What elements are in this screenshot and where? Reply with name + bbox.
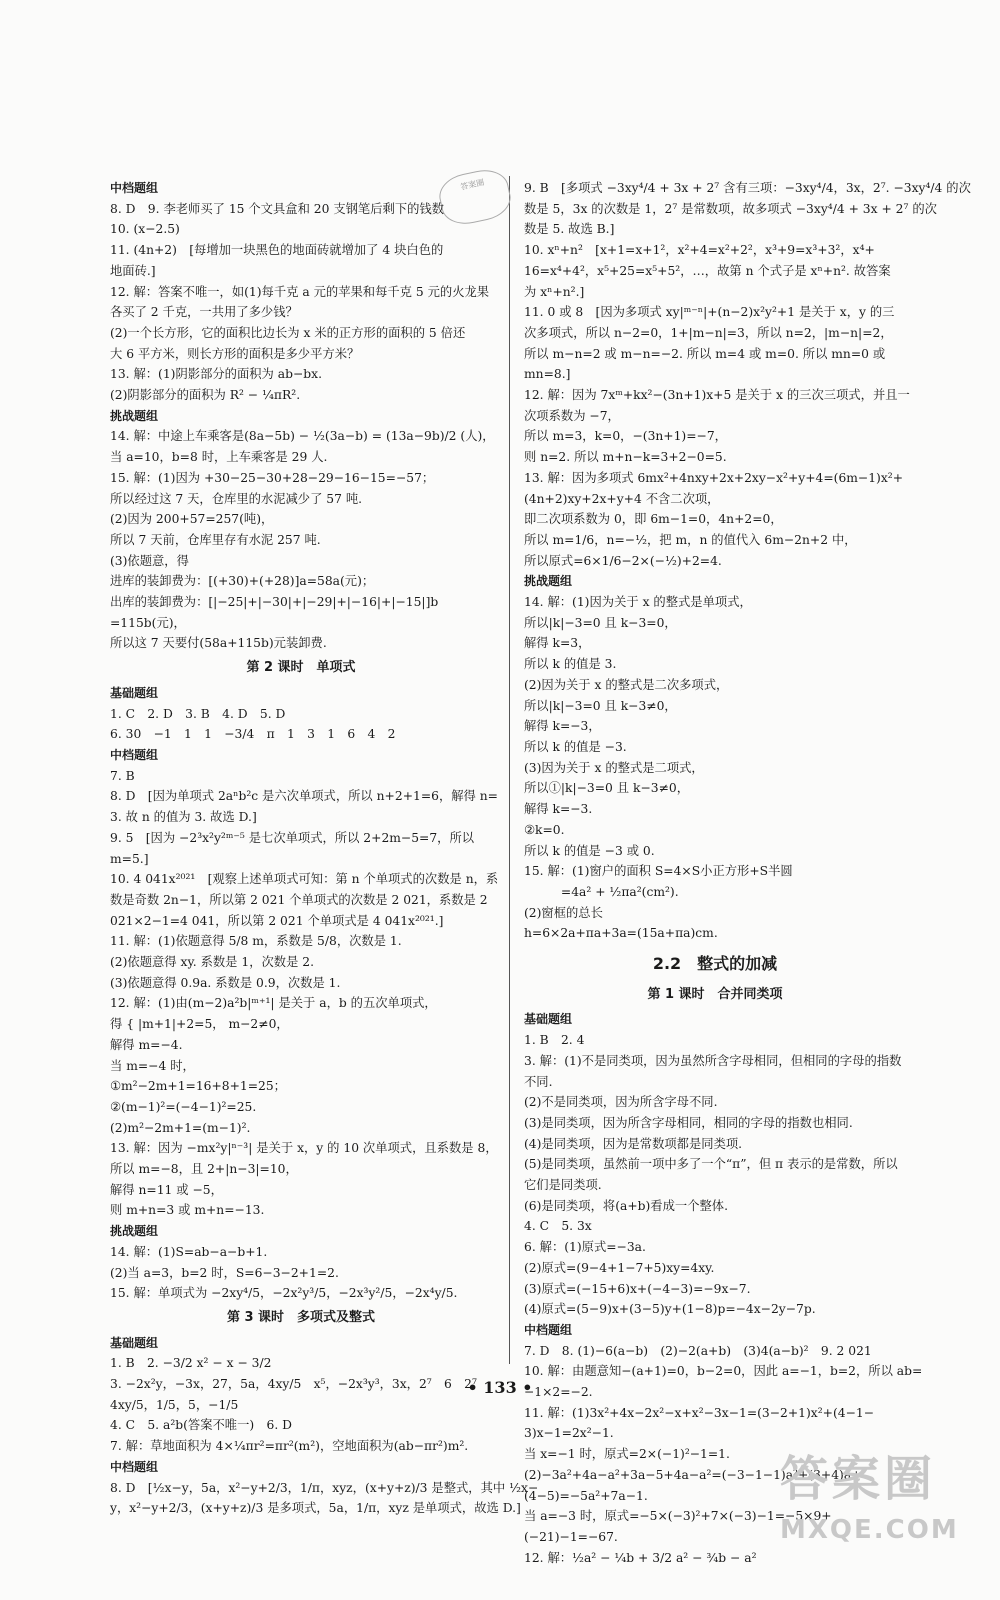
answer-line: 1. B 2. 4 [524, 1033, 585, 1048]
lesson-title: 第 2 课时 单项式 [246, 660, 356, 676]
answer-line: 1. B 2. −3/2 x² − x − 3/2 [110, 1356, 272, 1371]
answer-line: (2)因为 200+57=257(吨)， [110, 512, 274, 527]
lesson-title: 第 1 课时 合并同类项 [647, 986, 783, 1002]
answer-line: 11. 解：(1)3x²+4x−2x²−x+x²−3x−1=(3−2+1)x²+(4−1− [524, 1405, 875, 1420]
answer-line: −1×2=−2. [524, 1385, 593, 1400]
answer-line: 14. 解：中途上车乘客是(8a−5b) − ½(3a−b) = (13a−9b)/2 (人)， [110, 429, 495, 444]
answer-line: 所以 k 的值是 −3. [524, 739, 627, 754]
answer-line: 16=x⁴+4²，x⁵+25=x⁵+5²，…，故第 n 个式子是 xⁿ+n². 故答案 [524, 263, 891, 278]
answer-line: 得 { |m+1|+2=5， m−2≠0， [110, 1017, 289, 1032]
answer-line: ②(m−1)²=(−4−1)²=25. [110, 1099, 257, 1114]
answer-line: (3)依题意得 0.9a. 系数是 0.9，次数是 1. [110, 975, 341, 990]
section-heading: 中档题组 [110, 1459, 159, 1474]
answer-line: (2)因为关于 x 的整式是二次多项式， [524, 677, 729, 692]
answer-line: 13. 解：(1)阴影部分的面积为 ab−bx. [110, 367, 322, 382]
answer-line: (2)窗框的总长 [524, 905, 603, 920]
answer-line: (5)是同类项，虽然前一项中多了一个“π”，但 π 表示的是常数，所以 [524, 1157, 898, 1172]
answer-line: =4a² + ½πa²(cm²). [524, 884, 679, 899]
section-heading: 中档题组 [110, 747, 159, 762]
answer-line: 所以 m=1/6，n=−½，把 m，n 的值代入 6m−2n+2 中， [524, 532, 857, 547]
answer-line: 13. 解：因为 −mx²y|ⁿ⁻³| 是关于 x，y 的 10 次单项式，且系数是 8， [110, 1141, 498, 1156]
answer-line: 7. B [110, 768, 135, 783]
answer-line: 3. −2x²y，−3x，27，5a，4xy/5 x⁵，−2x³y³，3x，2⁷ 6 2⁷ [110, 1377, 477, 1392]
answer-line: 次项系数为 −7， [524, 408, 620, 423]
answer-line: (−21)−1=−67. [524, 1530, 618, 1544]
answer-line: 15. 解：单项式为 −2xy⁴/5，−2x²y³/5，−2x³y²/5，−2x⁴y/5. [110, 1286, 458, 1301]
answer-line: (2)当 a=3，b=2 时，S=6−3−2+1=2. [110, 1265, 339, 1280]
answer-line: 则 n=2. 所以 m+n−k=3+2−0=5. [524, 450, 727, 465]
right-column [524, 178, 971, 1568]
answer-line: (2)依题意得 xy. 系数是 1，次数是 2. [110, 955, 315, 970]
answer-line: 当 a=−3 时，原式=−5×(−3)²+7×(−3)−1=−5×9+ [524, 1509, 832, 1524]
answer-line: 为 xⁿ+n².] [524, 284, 585, 299]
answer-line: 10. xⁿ+n² [x+1=x+1²，x²+4=x²+2²，x³+9=x³+3²，x⁴+ [524, 243, 875, 258]
answer-line: 11. (4n+2) [每增加一块黑色的地面砖就增加了 4 块白色的 [110, 243, 444, 258]
lesson-title: 2.2 整式的加减 [652, 954, 778, 974]
answer-line: 11. 解：(1)依题意得 5/8 m，系数是 5/8，次数是 1. [110, 934, 402, 949]
section-heading: 中档题组 [524, 1322, 573, 1337]
answer-line: 进库的装卸费为：[(+30)+(+28)]a=58a(元)； [110, 574, 375, 589]
answer-line: (3)因为关于 x 的整式是二项式， [524, 760, 704, 775]
answer-line: 6. 解：(1)原式=−3a. [524, 1240, 646, 1255]
answer-line: 12. 解：答案不唯一，如(1)每千克 a 元的苹果和每千克 5 元的火龙果 [110, 284, 490, 299]
answer-line: 数是 5，3x 的次数是 1，2⁷ 是常数项，故多项式 −3xy⁴/4 + 3x + 2⁷ 的次 [524, 201, 937, 216]
answer-line: 所以|k|−3=0 且 k−3=0， [524, 615, 677, 630]
answer-line: 1. C 2. D 3. B 4. D 5. D [110, 706, 286, 721]
answer-line: 15. 解：(1)窗户的面积 S=4×S小正方形+S半圆 [524, 864, 793, 879]
answer-line: 即二次项系数为 0，即 6m−1=0，4n+2=0， [524, 512, 783, 527]
answer-line: 则 m+n=3 或 m+n=−13. [110, 1203, 265, 1218]
answer-line: (4n+2)xy+2x+y+4 不含二次项， [524, 491, 720, 506]
answer-line: 解得 k=−3， [524, 719, 601, 734]
page-number: • 133 • [467, 1378, 533, 1397]
answer-line: (6)是同类项，将(a+b)看成一个整体. [524, 1198, 728, 1213]
answer-line: 4xy/5，1/5，5，−1/5 [110, 1397, 239, 1412]
answer-line: 大 6 平方米，则长方形的面积是多少平方米？ [110, 346, 360, 361]
answer-line: 所以 m−n=2 或 m−n=−2. 所以 m=4 或 m=0. 所以 mn=0 或 [524, 346, 886, 361]
answer-line: 次多项式，所以 n−2=0，1+|m−n|=3，所以 n=2，|m−n|=2， [524, 325, 893, 340]
answer-line: 11. 0 或 8 [因为多项式 xy|ᵐ⁻ⁿ|+(n−2)x²y²+1 是关于 x，y 的三 [524, 305, 895, 320]
answer-line: 解得 n=11 或 −5， [110, 1182, 223, 1197]
answer-line: 10. 解：由题意知−(a+1)=0，b−2=0，因此 a=−1，b=2，所以 ab= [524, 1364, 923, 1379]
answer-line: 10. (x−2.5) [110, 222, 180, 237]
answer-line: 6. 30 −1 1 1 −3/4 π 1 3 1 6 4 2 [110, 727, 396, 742]
section-heading: 基础题组 [524, 1012, 573, 1027]
answer-line: (2)不是同类项，因为所含字母不同. [524, 1095, 718, 1110]
answer-line: 当 x=−1 时，原式=2×(−1)²−1=1. [524, 1447, 730, 1462]
answer-line: 出库的装卸费为：[|−25|+|−30|+|−29|+|−16|+|−15|]b [110, 595, 439, 610]
answer-line: 021×2−1=4 041，所以第 2 021 个单项式是 4 041x²⁰²¹.] [110, 913, 444, 928]
answer-line: 它们是同类项. [524, 1178, 602, 1193]
answer-line: m=5.] [110, 851, 149, 866]
answer-line: 数是 5. 故选 B.] [524, 222, 615, 237]
answer-line: 3. 解：(1)不是同类项，因为虽然所含字母相同，但相同的字母的指数 [524, 1053, 902, 1068]
answer-line: 解得 m=−4. [110, 1037, 183, 1052]
answer-line: h=6×2a+πa+3a=(15a+πa)cm. [524, 926, 718, 941]
answer-line: 所以①|k|−3=0 且 k−3≠0， [524, 781, 689, 796]
stamp-text: 答案圈 [459, 177, 486, 192]
answer-line: 当 a=10，b=8 时，上车乘客是 29 人. [110, 450, 328, 465]
answer-line: (3)是同类项，因为所含字母相同，相同的字母的指数也相同. [524, 1115, 853, 1130]
answer-line: 所以经过这 7 天，仓库里的水泥减少了 57 吨. [110, 491, 363, 506]
answer-line: (4)是同类项，因为是常数项都是同类项. [524, 1136, 743, 1151]
answer-line: ②k=0. [524, 822, 565, 837]
answer-line: (2)m²−2m+1=(m−1)². [110, 1120, 251, 1135]
answer-line: 解得 k=−3. [524, 802, 593, 817]
answer-line: 所以 m=3，k=0，−(3n+1)=−7， [524, 429, 727, 444]
answer-line: (2)阴影部分的面积为 R² − ¼πR². [110, 388, 301, 403]
answer-line: (3)原式=(−15+6)x+(−4−3)=−9x−7. [524, 1281, 751, 1296]
answer-line: 所以这 7 天要付(58a+115b)元装卸费. [110, 636, 327, 651]
answer-line: 4. C 5. 3x [524, 1219, 592, 1234]
watermark-top: 答案圈 [780, 1451, 937, 1507]
answer-line: 数是奇数 2n−1，所以第 2 021 个单项式的次数是 2 021，系数是 2 [110, 892, 488, 907]
answer-line: 8. D [½x−y，5a，x²−y+2/3，1/π，xyz，(x+y+z)/3 是整式，其中 ½x− [110, 1480, 539, 1495]
answer-line: 所以|k|−3=0 且 k−3≠0， [524, 698, 677, 713]
answer-line: 8. D [因为单项式 2aⁿb²c 是六次单项式，所以 n+2+1=6，解得 n= [110, 789, 498, 804]
answer-line: mn=8.] [524, 367, 571, 382]
section-heading: 基础题组 [110, 685, 159, 700]
answer-line: (4−5)=−5a²+7a−1. [524, 1488, 648, 1503]
answer-line: (2)一个长方形，它的面积比边长为 x 米的正方形的面积的 5 倍还 [110, 325, 466, 340]
answer-line: 所以 k 的值是 3. [524, 657, 617, 672]
section-heading: 挑战题组 [110, 1224, 159, 1239]
answer-line: (3)依题意，得 [110, 553, 189, 568]
answer-line: 各买了 2 千克，一共用了多少钱？ [110, 305, 298, 320]
answer-line: 13. 解：因为多项式 6mx²+4nxy+2x+2xy−x²+y+4=(6m−1)x²+ [524, 470, 904, 485]
answer-line: =115b(元)， [110, 615, 186, 630]
lesson-title: 第 3 课时 多项式及整式 [226, 1309, 376, 1325]
answer-line: 9. B [多项式 −3xy⁴/4 + 3x + 2⁷ 含有三项：−3xy⁴/4，3x，2⁷. −3xy⁴/4 的次 [524, 181, 971, 195]
answer-line: 3. 故 n 的值为 3. 故选 D.] [110, 810, 257, 825]
answer-line: 14. 解：(1)S=ab−a−b+1. [110, 1244, 268, 1259]
section-heading: 挑战题组 [110, 408, 159, 423]
watermark-bottom: MXQE.COM [780, 1515, 959, 1545]
answer-line: 解得 k=3， [524, 636, 591, 651]
answer-line: 15. 解：(1)因为 +30−25−30+28−29−16−15=−57； [110, 470, 435, 485]
answer-line: 地面砖.] [110, 263, 156, 278]
answer-line: 9. 5 [因为 −2³x²y²ᵐ⁻⁵ 是七次单项式，所以 2+2m−5=7，所以 [110, 830, 475, 845]
answer-line: 所以 m=−8，且 2+|n−3|=10， [110, 1162, 298, 1177]
answer-line: (2)原式=(9−4+1−7+5)xy=4xy. [524, 1260, 715, 1275]
answer-line: 所以 7 天前，仓库里存有水泥 257 吨. [110, 532, 321, 547]
answer-line: (4)原式=(5−9)x+(3−5)y+(1−8)p=−4x−2y−7p. [524, 1302, 816, 1317]
section-heading: 基础题组 [110, 1335, 159, 1350]
answer-line: 所以原式=6×1/6−2×(−½)+2=4. [524, 553, 722, 568]
answer-line: (2)−3a²+4a−a²+3a−5+4a−a²=(−3−1−1)a²+(3+4)a+ [524, 1467, 862, 1482]
answer-line: 12. 解：因为 7xᵐ+kx²−(3n+1)x+5 是关于 x 的三次三项式，并且一 [524, 388, 910, 403]
answer-line: 3)x−1=2x²−1. [524, 1426, 614, 1441]
answer-line: 所以 k 的值是 −3 或 0. [524, 843, 655, 858]
answer-line: 不同. [524, 1074, 553, 1089]
section-heading: 挑战题组 [524, 574, 573, 589]
watermark-logo [780, 1440, 990, 1590]
column-divider [509, 176, 510, 1364]
answer-line: 7. 解：草地面积为 4×¼πr²=πr²(m²)，空地面积为(ab−πr²)m². [110, 1439, 469, 1454]
answer-line: ①m²−2m+1=16+8+1=25； [110, 1079, 286, 1094]
answer-line: 8. D 9. 李老师买了 15 个文具盒和 20 支钢笔后剩下的钱数 [110, 201, 445, 216]
answer-line: 12. 解：½a² − ¼b + 3/2 a² − ¾b − a² [524, 1550, 757, 1565]
answer-line: y，x²−y+2/3，(x+y+z)/3 是多项式，5a，1/π，xyz 是单项式，故选 D.] [110, 1501, 521, 1516]
answer-line: 12. 解：(1)由(m−2)a²b|ᵐ⁺¹| 是关于 a，b 的五次单项式， [110, 996, 437, 1011]
answer-line: 当 m=−4 时， [110, 1058, 195, 1073]
answer-line: 7. D 8. (1)−6(a−b) (2)−2(a+b) (3)4(a−b)² 9. 2 021 [524, 1343, 872, 1358]
answer-line: 14. 解：(1)因为关于 x 的整式是单项式， [524, 595, 752, 610]
answer-line: 4. C 5. a²b(答案不唯一) 6. D [110, 1418, 292, 1433]
answer-line: 10. 4 041x²⁰²¹ [观察上述单项式可知：第 n 个单项式的次数是 n，系 [110, 872, 499, 887]
section-heading: 中档题组 [110, 181, 159, 195]
